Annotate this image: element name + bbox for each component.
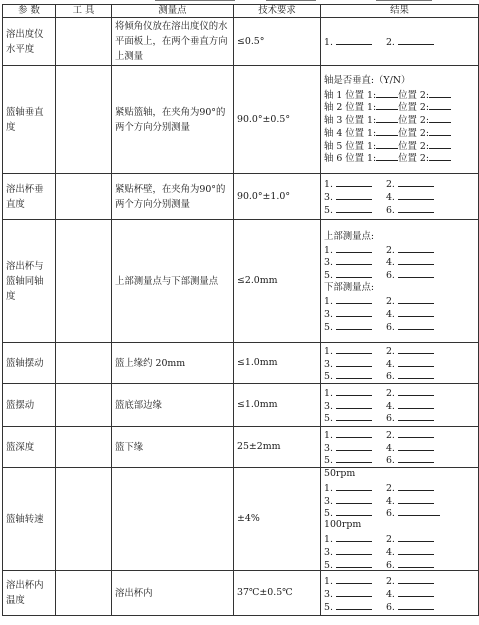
num-label: 1. — [324, 533, 333, 545]
num-label: 1. — [324, 345, 333, 357]
num-label: 5. — [324, 508, 333, 520]
pos2-label: 位置 2: — [398, 127, 430, 139]
param-cell: 篮轴垂直度 — [3, 66, 56, 174]
result-cell — [321, 468, 479, 571]
blank-field[interactable] — [376, 151, 398, 161]
header-point: 测量点 — [112, 5, 234, 18]
result-line — [324, 243, 475, 256]
axis-line — [324, 100, 475, 113]
lower-label: 下部测量点: — [324, 282, 375, 293]
num-label: 2. — [385, 345, 395, 357]
blank-field[interactable] — [398, 532, 434, 542]
point-cell: 上部测量点与下部测量点 — [112, 220, 234, 343]
point-cell: 篮上缘约 20mm — [112, 343, 234, 384]
req-cell: ≤1.0mm — [234, 384, 321, 427]
num-label: 5. — [324, 601, 333, 613]
blank-field[interactable] — [376, 113, 398, 123]
blank-field[interactable] — [398, 441, 434, 451]
point-cell: 篮底部边缘 — [112, 384, 234, 427]
num-label: 3. — [324, 257, 333, 269]
table-row — [3, 18, 479, 66]
calibration-table — [2, 4, 479, 616]
num-label: 2. — [385, 179, 395, 191]
result-cell — [321, 18, 479, 66]
result-line — [324, 369, 475, 382]
num-label: 4. — [385, 192, 395, 204]
top-rule-right — [376, 0, 432, 1]
result-line — [324, 587, 475, 600]
blank-field[interactable] — [398, 35, 434, 45]
req-cell: ≤2.0mm — [234, 220, 321, 343]
num-label: 3. — [324, 400, 333, 412]
num-label: 6. — [385, 204, 395, 216]
param-cell: 溶出杯与篮轴同轴度 — [3, 220, 56, 343]
header-param: 参 数 — [3, 5, 56, 18]
blank-field[interactable] — [336, 268, 372, 278]
num-label: 1. — [324, 429, 333, 441]
tool-cell — [56, 468, 112, 571]
result-line — [324, 344, 475, 357]
num-label: 4. — [385, 546, 395, 558]
req-cell: ±4% — [234, 468, 321, 571]
blank-field[interactable] — [336, 177, 372, 187]
blank-field[interactable] — [398, 574, 434, 584]
blank-field[interactable] — [398, 203, 434, 213]
blank-field[interactable] — [398, 268, 434, 278]
axis-line — [324, 151, 475, 164]
blank-field[interactable] — [398, 307, 434, 317]
param-cell: 篮摆动 — [3, 384, 56, 427]
tool-cell — [56, 343, 112, 384]
result-cell — [321, 384, 479, 427]
num-label: 2. — [385, 429, 395, 441]
result-line — [324, 441, 475, 454]
tool-cell — [56, 220, 112, 343]
result-line — [324, 307, 475, 320]
num-label: 1. — [324, 482, 333, 494]
result-line — [324, 320, 475, 333]
point-cell: 紧贴篮轴，在夹角为90°的两个方向分别测量 — [112, 66, 234, 174]
blank-field[interactable] — [336, 243, 372, 253]
result-line — [324, 294, 475, 307]
tool-cell — [56, 66, 112, 174]
num-label: 2. — [385, 482, 395, 494]
rpm100-label: 100rpm — [324, 519, 362, 531]
blank-field[interactable] — [336, 399, 372, 409]
param-cell: 篮轴摆动 — [3, 343, 56, 384]
num-label: 4. — [385, 257, 395, 269]
blank-field[interactable] — [398, 587, 434, 597]
num-label: 5. — [324, 371, 333, 383]
req-cell: ≤1.0mm — [234, 343, 321, 384]
table-row — [3, 220, 479, 343]
blank-field[interactable] — [376, 100, 398, 110]
num-label: 4. — [385, 495, 395, 507]
result-cell — [321, 174, 479, 220]
blank-field[interactable] — [398, 320, 434, 330]
num-label: 5. — [324, 559, 333, 571]
pos2-label: 位置 2: — [398, 140, 430, 152]
blank-field[interactable] — [429, 88, 451, 98]
result-line — [324, 506, 475, 519]
num-label: 6. — [385, 270, 395, 282]
blank-field[interactable] — [336, 203, 372, 213]
blank-field[interactable] — [336, 320, 372, 330]
pos2-label: 位置 2: — [398, 89, 430, 101]
tool-cell — [56, 18, 112, 66]
num-label: 2. — [385, 244, 395, 256]
blank-field[interactable] — [429, 126, 451, 136]
num-label: 5. — [324, 204, 333, 216]
tool-cell — [56, 384, 112, 427]
num-label: 2. — [385, 387, 395, 399]
num-label: 2. — [385, 533, 395, 545]
param-cell: 溶出杯内温度 — [3, 571, 56, 616]
axis-line — [324, 88, 475, 101]
result-line — [324, 268, 475, 281]
blank-field[interactable] — [336, 428, 372, 438]
top-rule-mid — [266, 0, 316, 1]
blank-field[interactable] — [336, 35, 372, 45]
axis-question: 轴是否垂直:（Y/N） — [324, 74, 411, 86]
blank-field[interactable] — [398, 545, 434, 555]
num-label: 1. — [324, 387, 333, 399]
blank-field[interactable] — [336, 411, 372, 421]
blank-field[interactable] — [398, 369, 434, 379]
param-cell: 溶出度仪水平度 — [3, 18, 56, 66]
axis-line — [324, 139, 475, 152]
blank-field[interactable] — [336, 494, 372, 504]
blank-field[interactable] — [336, 294, 372, 304]
table-row — [3, 571, 479, 616]
result-line — [324, 545, 475, 558]
result-line — [324, 357, 475, 370]
num-label: 4. — [385, 442, 395, 454]
num-label: 3. — [324, 546, 333, 558]
num-label: 4. — [385, 308, 395, 320]
blank-field[interactable] — [336, 532, 372, 542]
num-label: 5. — [324, 321, 333, 333]
num-label: 1. — [324, 576, 333, 588]
axis-label: 轴 2 位置 1: — [324, 102, 377, 114]
result-cell — [321, 343, 479, 384]
blank-field[interactable] — [336, 441, 372, 451]
result-line — [324, 600, 475, 613]
blank-field[interactable] — [398, 600, 434, 610]
blank-field[interactable] — [336, 255, 372, 265]
blank-field[interactable] — [398, 243, 434, 253]
param-cell: 溶出杯垂直度 — [3, 174, 56, 220]
num-label: 2. — [385, 296, 395, 307]
blank-field[interactable] — [398, 453, 434, 463]
axis-label: 轴 4 位置 1: — [324, 127, 377, 139]
param-cell: 篮深度 — [3, 427, 56, 468]
result-line — [324, 428, 475, 441]
table-row — [3, 174, 479, 220]
blank-field[interactable] — [398, 177, 434, 187]
num-label: 5. — [324, 413, 333, 425]
point-cell: 溶出杯内 — [112, 571, 234, 616]
blank-field[interactable] — [398, 411, 434, 421]
tool-cell — [56, 427, 112, 468]
blank-field[interactable] — [398, 386, 434, 396]
num-label: 6. — [385, 321, 395, 333]
num-label: 3. — [324, 192, 333, 204]
blank-field[interactable] — [429, 151, 451, 161]
blank-field[interactable] — [336, 344, 372, 354]
tool-cell — [56, 571, 112, 616]
blank-field[interactable] — [398, 255, 434, 265]
pos2-label: 位置 2: — [398, 153, 430, 165]
result-line — [324, 453, 475, 466]
axis-label: 轴 3 位置 1: — [324, 115, 377, 127]
point-cell: 将倾角仪放在溶出度仪的水平面板上，在两个垂直方向上测量 — [112, 18, 234, 66]
num-label: 1. — [324, 179, 333, 191]
num-label: 2. — [385, 576, 395, 588]
blank-field[interactable] — [398, 558, 434, 568]
header-tool: 工 具 — [56, 5, 112, 18]
result-line — [324, 177, 475, 190]
num-label: 1. — [324, 37, 333, 49]
req-cell: 37℃±0.5℃ — [234, 571, 321, 616]
table-row — [3, 468, 479, 571]
top-rule-left — [155, 0, 235, 1]
num-label: 6. — [385, 508, 395, 520]
blank-field[interactable] — [336, 190, 372, 200]
blank-field[interactable] — [336, 481, 372, 491]
blank-field[interactable] — [398, 494, 434, 504]
tool-cell — [56, 174, 112, 220]
blank-field[interactable] — [398, 294, 434, 304]
num-label: 3. — [324, 308, 333, 320]
blank-field[interactable] — [336, 453, 372, 463]
result-line — [324, 386, 475, 399]
result-line — [324, 481, 475, 494]
req-cell: 90.0°±0.5° — [234, 66, 321, 174]
result-line — [324, 399, 475, 412]
result-cell — [321, 66, 479, 174]
header-result: 结果 — [321, 5, 479, 18]
num-label: 6. — [385, 601, 395, 613]
blank-field[interactable] — [429, 113, 451, 123]
rpm50-label: 50rpm — [324, 468, 356, 479]
blank-field[interactable] — [336, 545, 372, 555]
result-line — [324, 532, 475, 545]
pos2-label: 位置 2: — [398, 115, 430, 127]
blank-field[interactable] — [398, 428, 434, 438]
num-label: 6. — [385, 559, 395, 571]
blank-field[interactable] — [376, 139, 398, 149]
result-line — [324, 203, 475, 216]
num-label: 6. — [385, 455, 395, 467]
num-label: 3. — [324, 358, 333, 370]
blank-field[interactable] — [429, 139, 451, 149]
param-cell: 篮轴转速 — [3, 468, 56, 571]
axis-label: 轴 6 位置 1: — [324, 153, 377, 165]
table-row — [3, 427, 479, 468]
table-row — [3, 66, 479, 174]
upper-label: 上部测量点: — [324, 230, 375, 242]
table-row — [3, 343, 479, 384]
num-label: 3. — [324, 495, 333, 507]
num-label: 3. — [324, 588, 333, 600]
blank-field[interactable] — [398, 481, 434, 491]
blank-field[interactable] — [336, 574, 372, 584]
result-line — [324, 558, 475, 571]
table-row — [3, 384, 479, 427]
num-label: 2. — [385, 37, 395, 49]
blank-field[interactable] — [376, 126, 398, 136]
blank-field[interactable] — [336, 357, 372, 367]
header-row — [3, 5, 479, 18]
num-label: 1. — [324, 296, 333, 307]
num-label: 6. — [385, 371, 395, 383]
point-cell — [112, 468, 234, 571]
blank-field[interactable] — [429, 100, 451, 110]
blank-field[interactable] — [336, 386, 372, 396]
point-cell: 紧贴杯壁，在夹角为90°的两个方向分别测量 — [112, 174, 234, 220]
blank-field[interactable] — [398, 344, 434, 354]
blank-field[interactable] — [376, 88, 398, 98]
axis-line — [324, 126, 475, 139]
result-cell — [321, 220, 479, 343]
blank-field[interactable] — [398, 506, 440, 516]
axis-label: 轴 1 位置 1: — [324, 89, 377, 101]
req-cell: 25±2mm — [234, 427, 321, 468]
blank-field[interactable] — [398, 399, 434, 409]
blank-field[interactable] — [336, 369, 372, 379]
num-label: 5. — [324, 455, 333, 467]
result-cell — [321, 571, 479, 616]
req-cell: 90.0°±1.0° — [234, 174, 321, 220]
blank-field[interactable] — [336, 558, 372, 568]
num-label: 6. — [385, 413, 395, 425]
axis-label: 轴 5 位置 1: — [324, 140, 377, 152]
point-cell: 篮下缘 — [112, 427, 234, 468]
pos2-label: 位置 2: — [398, 102, 430, 114]
blank-field[interactable] — [336, 587, 372, 597]
blank-field[interactable] — [336, 506, 372, 516]
blank-field[interactable] — [336, 600, 372, 610]
num-label: 5. — [324, 270, 333, 282]
num-label: 4. — [385, 358, 395, 370]
axis-line — [324, 113, 475, 126]
result-line — [324, 255, 475, 268]
result-line — [324, 494, 475, 507]
req-cell: ≤0.5° — [234, 18, 321, 66]
result-line — [324, 574, 475, 587]
num-label: 4. — [385, 400, 395, 412]
result-line — [324, 35, 475, 48]
result-cell — [321, 427, 479, 468]
result-line — [324, 411, 475, 424]
blank-field[interactable] — [398, 357, 434, 367]
header-req: 技术要求 — [234, 5, 321, 18]
num-label: 3. — [324, 442, 333, 454]
num-label: 1. — [324, 244, 333, 256]
num-label: 4. — [385, 588, 395, 600]
blank-field[interactable] — [398, 190, 434, 200]
result-line — [324, 190, 475, 203]
blank-field[interactable] — [336, 307, 372, 317]
